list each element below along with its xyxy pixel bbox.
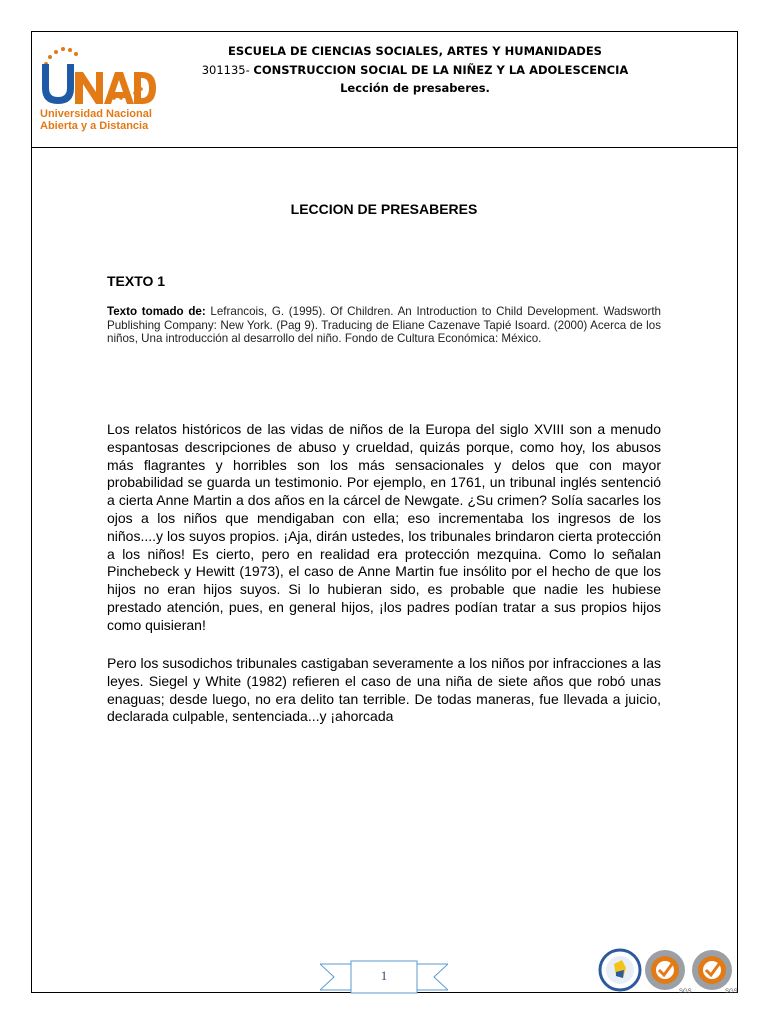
colombia-seal-icon — [600, 950, 640, 990]
sgs-label-2: SGS — [725, 989, 738, 995]
course-line — [160, 63, 670, 77]
sgs-label-1: SGS — [679, 989, 692, 995]
paragraph-1: Los relatos históricos de las vidas de niños de la Europa del siglo XVIII son a menudo espantosas descripciones de abuso y crueldad, quizás porque, como hoy, los abusos más flagrantes y horribles son los más sensacionales y delos que con mayor probabilidad se guarda un testimonio. Por ejemplo, en 1761, un tribunal inglés sentenció a cierta Anne Martin a dos años en la cárcel de Newgate. ¿Su crimen? Solía sacarles los ojos a los niños que mendigaban con ella; eso incrementaba los ingresos de los niños....y los suyos propios. ¡Aja, dirán ustedes, los tribunales brindaron cierta protección a los niños! Es cierto, pero en realidad era protección mezquina. Como lo señalan Pinchebeck y Hewitt (1973), el caso de Anne Martin fue insólito por el hecho de que los hijos no eran hijos suyos. Si lo hubieran sido, es probable que nadie les hubiese prestado atención, pues, en general hijos, ¡los padres podían tratar a sus propios hijos como quisieran! — [107, 421, 661, 633]
document-title: LECCION DE PRESABERES — [290, 201, 478, 217]
source-text: Lefrancois, G. (1995). Of Children. An Introduction to Child Development. Wadsworth Publishing Company: New York. (Pag 9). Traducing de Eliane Cazenave Tapié Isoard. (2000) Acerca de los niños, Una introducción al desarrollo del niño. Fondo de Cultura Económica: México. — [107, 305, 661, 345]
header-divider — [31, 147, 738, 148]
sgs-seal-1-icon — [645, 950, 685, 990]
logo-line-1: Universidad Nacional — [40, 108, 152, 120]
page-number: 1 — [380, 968, 388, 983]
lesson-name: Lección de presaberes. — [340, 81, 490, 95]
logo-line-2: Abierta y a Distancia — [40, 120, 149, 132]
section-title: TEXTO 1 — [107, 273, 166, 289]
course-name: CONSTRUCCION SOCIAL DE LA NIÑEZ Y LA ADOLESCENCIA — [253, 63, 629, 77]
school-name: ESCUELA DE CIENCIAS SOCIALES, ARTES Y HUMANIDADES — [228, 44, 602, 58]
logo-dots-top — [44, 47, 78, 66]
sgs-seal-2-icon — [692, 950, 732, 990]
certification-seals — [598, 944, 738, 996]
paragraph-2: Pero los susodichos tribunales castigaban severamente a los niños por infracciones a las leyes. Siegel y White (1982) refieren el caso de una niña de siete años que robó unas enaguas; desde luego, no era delito tan terrible. De todas maneras, fue llevada a juicio, declarada culpable, sentenciada...y ¡ahorcada — [107, 655, 661, 725]
source-label: Texto tomado de: — [107, 305, 206, 318]
source-citation — [107, 305, 661, 346]
course-code: 301135- — [201, 63, 254, 77]
